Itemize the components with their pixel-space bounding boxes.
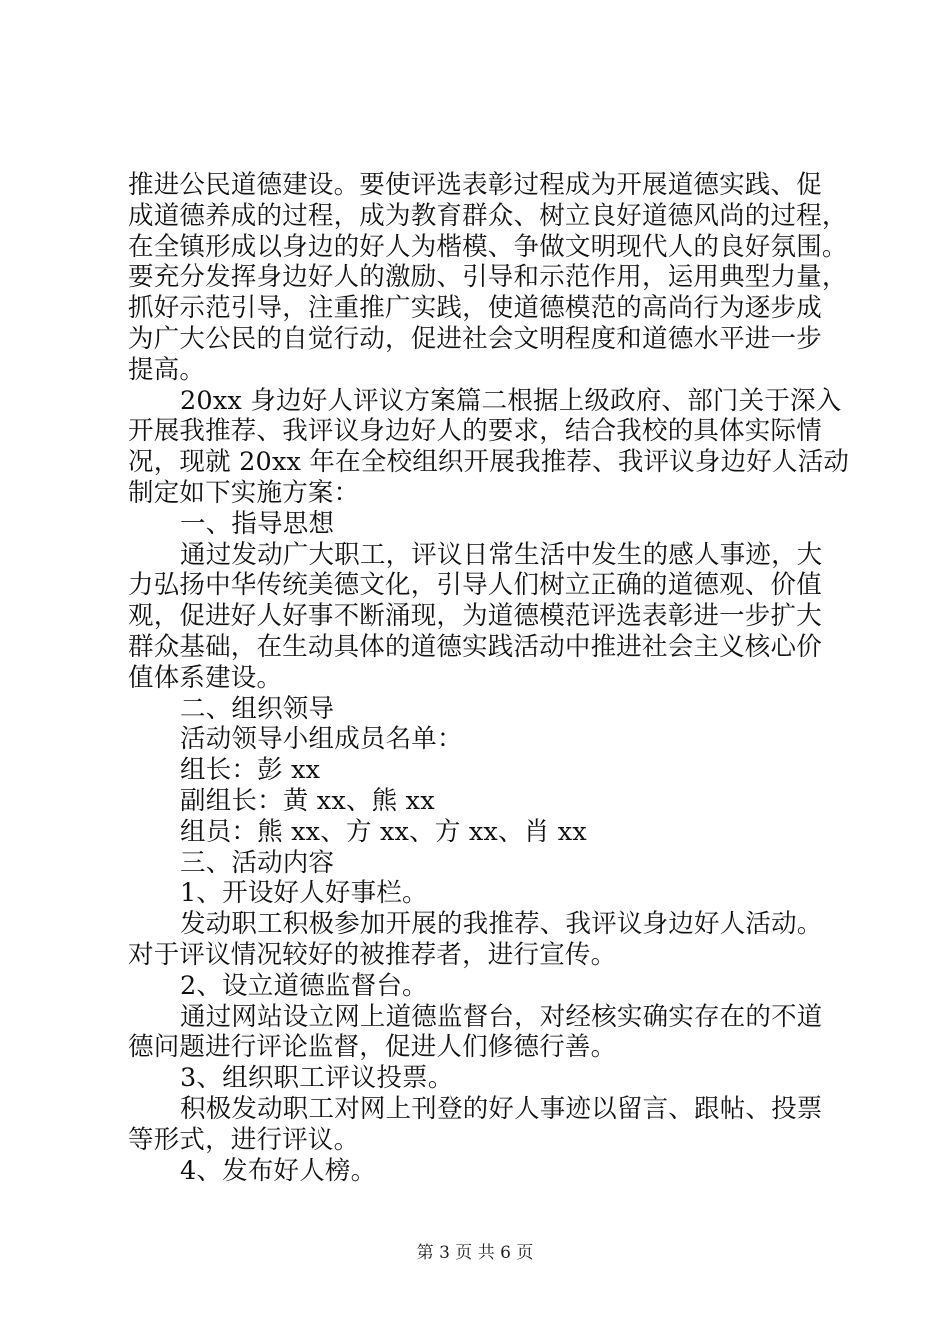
text-line: 2、设立道德监督台。 — [180, 970, 428, 1001]
text-line: 组员：熊 xx、方 xx、方 xx、肖 xx — [180, 816, 587, 847]
text-line: 积极发动职工对网上刊登的好人事迹以留言、跟帖、投票 — [180, 1093, 823, 1124]
text-line: 在全镇形成以身边的好人为楷模、争做文明现代人的良好氛围。 — [128, 231, 848, 262]
text-line: 提高。 — [128, 354, 206, 385]
text-line: 制定如下实施方案： — [128, 477, 360, 508]
text-line: 况，现就 20xx 年在全校组织开展我推荐、我评议身边好人活动 — [128, 447, 850, 478]
text-line: 20xx 身边好人评议方案篇二根据上级政府、部门关于深入 — [180, 385, 842, 416]
text-line: 要充分发挥身边好人的激励、引导和示范作用，运用典型力量， — [128, 262, 848, 293]
text-line: 对于评议情况较好的被推荐者，进行宣传。 — [128, 939, 617, 970]
text-line: 通过发动广大职工，评议日常生活中发生的感人事迹，大 — [180, 539, 823, 570]
page-footer: 第 3 页 共 6 页 — [416, 1243, 534, 1263]
text-line: 成道德养成的过程，成为教育群众、树立良好道德风尚的过程， — [128, 200, 848, 231]
text-line: 德问题进行评论监督，促进人们修德行善。 — [128, 1032, 617, 1063]
text-line: 1、开设好人好事栏。 — [180, 878, 428, 909]
text-line: 值体系建设。 — [128, 662, 283, 693]
text-line: 二、组织领导 — [180, 693, 335, 724]
text-line: 组长：彭 xx — [180, 755, 321, 786]
text-line: 4、发布好人榜。 — [180, 1155, 377, 1186]
text-line: 为广大公民的自觉行动，促进社会文明程度和道德水平进一步 — [128, 323, 822, 354]
text-line: 副组长：黄 xx、熊 xx — [180, 785, 435, 816]
text-line: 活动领导小组成员名单： — [180, 724, 463, 755]
text-line: 观，促进好人好事不断涌现，为道德模范评选表彰进一步扩大 — [128, 601, 822, 632]
text-line: 等形式，进行评议。 — [128, 1124, 360, 1155]
text-line: 群众基础，在生动具体的道德实践活动中推进社会主义核心价 — [128, 631, 822, 662]
document-body — [128, 170, 850, 1186]
text-line: 3、组织职工评议投票。 — [180, 1063, 454, 1094]
text-line: 发动职工积极参加开展的我推荐、我评议身边好人活动。 — [180, 909, 823, 940]
text-line: 力弘扬中华传统美德文化，引导人们树立正确的道德观、价值 — [128, 570, 822, 601]
text-line: 开展我推荐、我评议身边好人的要求，结合我校的具体实际情 — [128, 416, 822, 447]
text-line: 推进公民道德建设。要使评选表彰过程成为开展道德实践、促 — [128, 170, 822, 200]
text-line: 抓好示范引导，注重推广实践，使道德模范的高尚行为逐步成 — [128, 293, 822, 324]
text-line: 一、指导思想 — [180, 508, 335, 539]
text-line: 三、活动内容 — [180, 847, 335, 878]
text-line: 通过网站设立网上道德监督台，对经核实确实存在的不道 — [180, 1001, 823, 1032]
